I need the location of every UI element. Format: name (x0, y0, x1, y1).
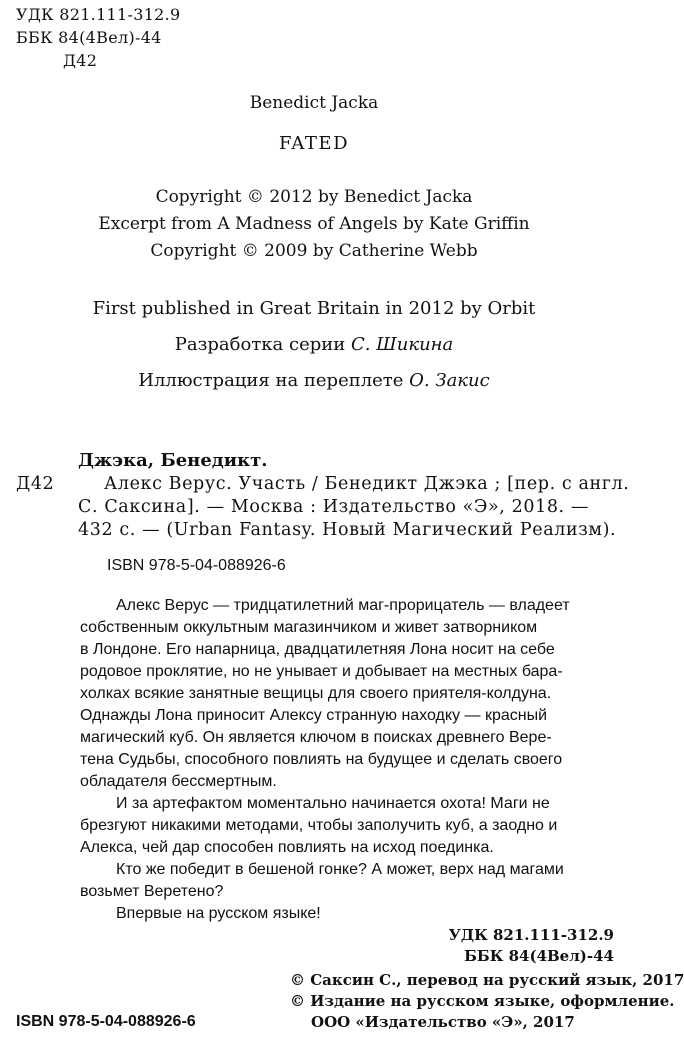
bibliographic-isbn: ISBN 978-5-04-088926-6 (107, 557, 286, 574)
annotation-line: в Лондоне. Его напарница, двадцатилетняя Лона носит на себе (80, 641, 555, 658)
bbk-code: ББК 84(4Вел)-44 (16, 28, 162, 47)
copyright-line: Copyright © 2009 by Catherine Webb (150, 241, 478, 261)
series-credit-name: С. Шикина (350, 334, 454, 355)
publisher-copyright: ООО «Издательство «Э», 2017 (311, 1013, 575, 1031)
annotation-line: возьмет Веретено? (80, 883, 224, 900)
annotation-line: Алекса, чей дар способен повлиять на исход поединка. (80, 839, 494, 856)
illustration-credit-label: Иллюстрация на переплете (138, 370, 404, 391)
annotation-line: обладателя бессмертным. (80, 773, 277, 790)
bibliographic-line: С. Саксина]. — Москва : Издательство «Э», 2018. — (78, 497, 589, 517)
annotation-line: Кто же победит в бешеной гонке? А может, верх над магами (116, 861, 564, 878)
annotation-line: собственным оккультным магазинчиком и живет затворником (80, 619, 538, 636)
footer-isbn: ISBN 978-5-04-088926-6 (16, 1013, 196, 1030)
bibliographic-line: 432 с. — (Urban Fantasy. Новый Магический Реализм). (78, 520, 617, 540)
bibliographic-line: Алекс Верус. Участь / Бенедикт Джэка ; [пер. с англ. (104, 474, 630, 494)
annotation-line: тена Судьбы, способного повлиять на будущее и сделать своего (80, 751, 563, 768)
bibliographic-heading: Джэка, Бенедикт. (78, 450, 268, 471)
annotation-line: магический куб. Он является ключом в поисках древнего Вере- (80, 729, 552, 746)
bbk-code-bottom: ББК 84(4Вел)-44 (464, 947, 614, 965)
translation-copyright: © Саксин С., перевод на русский язык, 2017 (290, 971, 684, 989)
copyright-line: Copyright © 2012 by Benedict Jacka (155, 187, 473, 207)
annotation-line: И за артефактом моментально начинается охота! Маги не (116, 795, 550, 812)
annotation-line: Алекс Верус — тридцатилетний маг-прорицатель — владеет (116, 597, 570, 614)
udk-code-bottom: УДК 821.111-312.9 (448, 926, 614, 944)
original-author: Benedict Jacka (249, 93, 379, 113)
series-credit-label: Разработка серии (174, 334, 346, 355)
first-published-line: First published in Great Britain in 2012 by Orbit (92, 298, 536, 319)
illustration-credit-name: О. Закис (409, 370, 490, 391)
annotation-line: родовое проклятие, но не унывает и добывает на местных бара- (80, 663, 563, 680)
copyright-line: Excerpt from A Madness of Angels by Kate Griffin (98, 214, 530, 234)
udk-code: УДК 821.111-312.9 (16, 5, 181, 24)
bibliographic-mark: Д42 (16, 474, 55, 494)
edition-copyright: © Издание на русском языке, оформление. (290, 992, 675, 1010)
annotation-line: брезгуют никакими методами, чтобы заполучить куб, а заодно и (80, 817, 558, 834)
annotation-line: Однажды Лона приносит Алексу странную находку — красный (80, 707, 548, 724)
series-credit (0, 334, 628, 355)
original-title: FATED (278, 133, 350, 154)
illustration-credit (0, 370, 628, 391)
annotation-line: Впервые на русском языке! (116, 905, 321, 922)
author-mark: Д42 (63, 51, 98, 70)
annotation-line: холках всякие занятные вещицы для своего приятеля-колдуна. (80, 685, 552, 702)
